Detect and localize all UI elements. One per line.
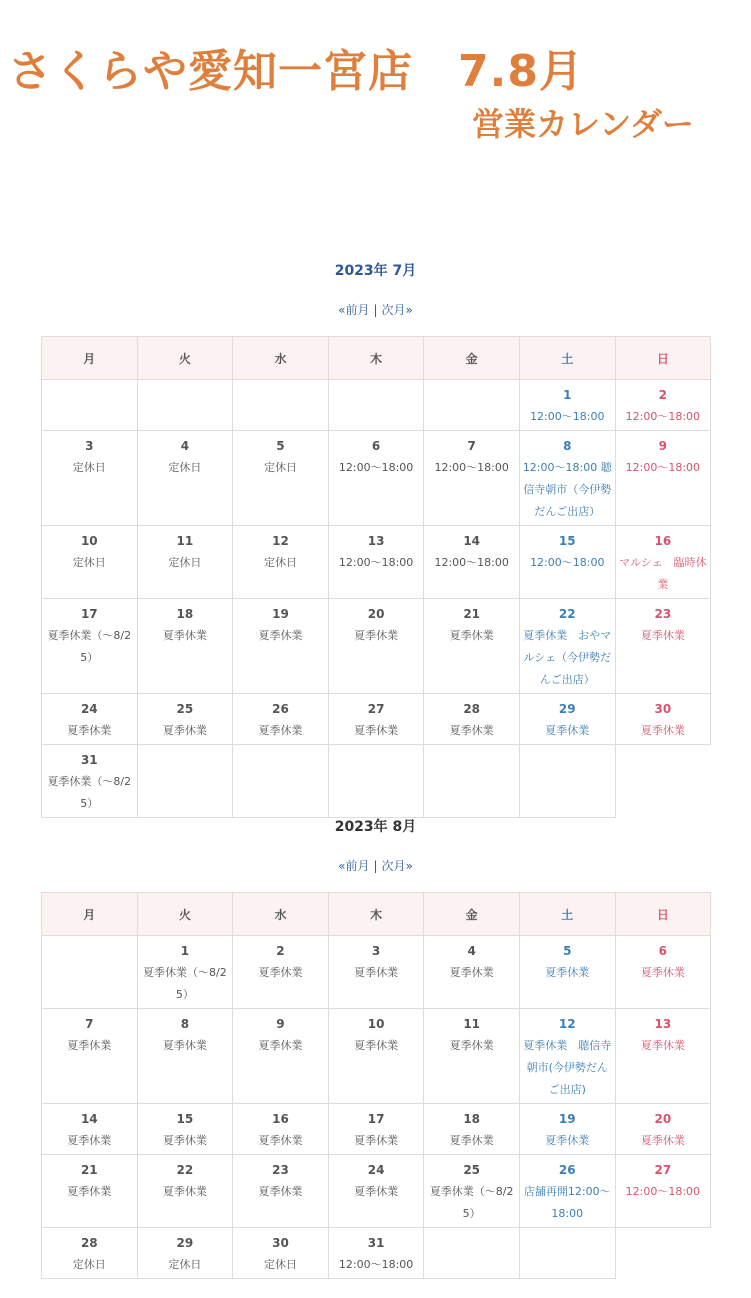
day-cell xyxy=(233,1155,329,1228)
day-note: 12:00〜18:00 xyxy=(530,556,605,569)
day-number: 29 xyxy=(176,1236,194,1250)
day-number: 12 xyxy=(558,1017,576,1031)
empty-cell xyxy=(137,745,233,818)
day-cell xyxy=(328,1104,424,1155)
empty-cell xyxy=(233,745,329,818)
day-number: 31 xyxy=(80,753,98,767)
day-number: 4 xyxy=(180,439,190,453)
day-number: 21 xyxy=(463,607,481,621)
prev-month-link[interactable]: «前月 xyxy=(338,859,370,873)
day-note: 12:00〜18:00 xyxy=(434,556,509,569)
day-note: 夏季休業（〜8/25） xyxy=(429,1185,514,1220)
day-cell xyxy=(328,599,424,694)
day-number: 30 xyxy=(654,702,672,716)
day-cell xyxy=(328,694,424,745)
day-number: 17 xyxy=(367,1112,385,1126)
day-number: 8 xyxy=(563,439,572,453)
weekday-header-fri: 金 xyxy=(424,893,520,936)
day-note: 夏季休業 xyxy=(449,629,494,642)
day-cell xyxy=(42,1228,138,1279)
day-note: 夏季休業（〜8/25） xyxy=(143,966,227,1001)
day-note: 夏季休業 xyxy=(162,1185,207,1198)
day-note: 夏季休業 xyxy=(354,1134,399,1147)
day-cell xyxy=(137,1009,233,1104)
week-row xyxy=(42,936,711,1009)
weekday-header-row xyxy=(42,893,711,936)
day-cell xyxy=(424,694,520,745)
day-number: 3 xyxy=(85,439,94,453)
day-number: 25 xyxy=(176,702,194,716)
day-number: 13 xyxy=(654,1017,672,1031)
weekday-header-thu: 木 xyxy=(328,337,424,380)
day-note: 夏季休業 xyxy=(545,724,590,737)
empty-cell xyxy=(519,1228,615,1279)
day-number: 22 xyxy=(176,1163,194,1177)
weekday-header-sun: 日 xyxy=(615,893,711,936)
day-number: 13 xyxy=(367,534,385,548)
day-number: 12 xyxy=(272,534,289,548)
week-row xyxy=(42,599,711,694)
day-cell xyxy=(233,1104,329,1155)
day-cell xyxy=(328,431,424,526)
day-note: 12:00〜18:00 xyxy=(530,410,605,423)
day-cell xyxy=(328,1009,424,1104)
day-note: 定休日 xyxy=(263,1258,297,1271)
week-row xyxy=(42,1009,711,1104)
day-number: 14 xyxy=(463,534,481,548)
day-cell xyxy=(137,1104,233,1155)
day-cell xyxy=(233,599,329,694)
day-note: 定休日 xyxy=(263,461,297,474)
day-note: 夏季休業 xyxy=(258,966,303,979)
day-note: 夏季休業 xyxy=(67,1134,112,1147)
day-note: 夏季休業 xyxy=(67,1039,112,1052)
calendar-heading: 2023年 8月 xyxy=(334,819,417,835)
day-note: 夏季休業 xyxy=(258,1185,303,1198)
day-cell xyxy=(615,1155,711,1228)
day-number: 3 xyxy=(371,944,381,958)
day-number: 7 xyxy=(85,1017,94,1031)
day-number: 2 xyxy=(276,944,285,958)
day-note: 夏季休業 xyxy=(67,724,112,737)
day-note: 12:00〜18:00 xyxy=(625,1185,701,1198)
day-cell xyxy=(615,936,711,1009)
week-row xyxy=(42,526,711,599)
day-note: 12:00〜18:00 xyxy=(338,461,414,474)
day-cell xyxy=(424,1104,520,1155)
day-cell xyxy=(519,694,615,745)
week-row xyxy=(42,694,711,745)
day-cell xyxy=(328,526,424,599)
day-note: 夏季休業 xyxy=(162,724,207,737)
empty-cell xyxy=(424,1228,520,1279)
page-subtitle: 営業カレンダー xyxy=(472,105,694,143)
day-note: マルシェ 臨時休業 xyxy=(619,556,707,591)
day-number: 20 xyxy=(367,607,385,621)
day-cell xyxy=(42,599,138,694)
day-note: 夏季休業 xyxy=(354,966,399,979)
day-cell xyxy=(328,1155,424,1228)
day-cell xyxy=(615,526,711,599)
day-cell xyxy=(519,526,615,599)
day-note: 夏季休業 xyxy=(640,629,685,642)
week-row xyxy=(42,380,711,431)
day-note: 夏季休業 xyxy=(354,629,399,642)
week-row xyxy=(42,1228,711,1279)
day-number: 27 xyxy=(367,702,385,716)
day-cell xyxy=(42,745,138,818)
day-cell xyxy=(42,1009,138,1104)
day-number: 30 xyxy=(272,1236,289,1250)
day-cell xyxy=(233,694,329,745)
day-note: 夏季休業 xyxy=(162,1039,207,1052)
day-note: 夏季休業 xyxy=(354,724,399,737)
day-note: 夏季休業 xyxy=(545,1134,590,1147)
day-number: 6 xyxy=(658,944,668,958)
day-cell xyxy=(42,1155,138,1228)
day-note: 夏季休業（〜8/25） xyxy=(47,775,132,810)
empty-cell xyxy=(328,380,424,431)
day-number: 5 xyxy=(563,944,572,958)
weekday-header-mon: 月 xyxy=(42,337,138,380)
day-cell xyxy=(137,1228,233,1279)
day-note: 夏季休業 xyxy=(354,1185,399,1198)
day-note: 定休日 xyxy=(168,461,202,474)
day-cell xyxy=(615,1009,711,1104)
day-cell xyxy=(519,599,615,694)
nav-separator: | xyxy=(373,303,378,317)
day-cell xyxy=(42,694,138,745)
day-number: 2 xyxy=(658,388,668,402)
day-note: 定休日 xyxy=(168,1258,202,1271)
day-note: 定休日 xyxy=(72,1258,106,1271)
day-cell xyxy=(42,1104,138,1155)
day-number: 16 xyxy=(272,1112,289,1126)
weekday-header-thu: 木 xyxy=(328,893,424,936)
calendar-heading: 2023年 7月 xyxy=(334,263,417,279)
day-cell xyxy=(42,431,138,526)
day-number: 25 xyxy=(463,1163,481,1177)
day-note: 12:00〜18:00 xyxy=(625,410,701,423)
day-note: 夏季休業 xyxy=(640,1134,685,1147)
empty-cell xyxy=(328,745,424,818)
calendar-august xyxy=(0,818,751,1271)
calendar-nav xyxy=(0,302,751,318)
day-note: 夏季休業 xyxy=(67,1185,112,1198)
day-cell xyxy=(137,431,233,526)
day-cell xyxy=(519,380,615,431)
empty-cell xyxy=(424,745,520,818)
prev-month-link[interactable]: «前月 xyxy=(338,303,370,317)
day-number: 10 xyxy=(80,534,98,548)
day-cell xyxy=(233,526,329,599)
page-title: さくらや愛知一宮店 7.8月 xyxy=(8,46,584,97)
calendar-nav xyxy=(0,858,751,874)
weekday-header-tue: 火 xyxy=(137,893,233,936)
day-number: 15 xyxy=(176,1112,194,1126)
day-note: 夏季休業 xyxy=(258,1039,303,1052)
day-cell xyxy=(424,1009,520,1104)
day-note: 夏季休業 xyxy=(545,966,590,979)
day-cell xyxy=(233,1009,329,1104)
day-number: 9 xyxy=(276,1017,285,1031)
day-number: 6 xyxy=(371,439,381,453)
day-number: 9 xyxy=(658,439,668,453)
day-cell xyxy=(519,1009,615,1104)
day-note: 12:00〜18:00 聴信寺朝市（今伊勢だんご出店） xyxy=(522,461,612,518)
weekday-header-tue: 火 xyxy=(137,337,233,380)
day-note: 夏季休業（〜8/25） xyxy=(47,629,132,664)
day-note: 12:00〜18:00 xyxy=(434,461,509,474)
day-note: 12:00〜18:00 xyxy=(338,1258,414,1271)
empty-cell xyxy=(424,380,520,431)
day-note: 夏季休業 xyxy=(258,1134,303,1147)
day-cell xyxy=(424,526,520,599)
weekday-header-mon: 月 xyxy=(42,893,138,936)
day-cell xyxy=(519,431,615,526)
next-month-link[interactable]: 次月» xyxy=(381,303,413,317)
day-cell xyxy=(424,431,520,526)
day-cell xyxy=(42,526,138,599)
day-note: 夏季休業 xyxy=(640,724,685,737)
day-number: 26 xyxy=(558,1163,576,1177)
day-number: 11 xyxy=(176,534,194,548)
day-cell xyxy=(615,1104,711,1155)
day-note: 店舗再開12:00〜18:00 xyxy=(523,1185,611,1220)
day-number: 23 xyxy=(654,607,672,621)
day-number: 4 xyxy=(467,944,476,958)
weekday-header-row xyxy=(42,337,711,380)
day-cell xyxy=(615,599,711,694)
day-cell xyxy=(233,431,329,526)
calendar-july xyxy=(0,262,751,810)
day-note: 夏季休業 xyxy=(449,1039,494,1052)
day-number: 16 xyxy=(654,534,672,548)
day-cell xyxy=(233,1228,329,1279)
day-number: 17 xyxy=(80,607,98,621)
day-note: 夏季休業 xyxy=(449,724,494,737)
day-cell xyxy=(137,1155,233,1228)
day-number: 15 xyxy=(558,534,576,548)
day-note: 定休日 xyxy=(263,556,297,569)
empty-cell xyxy=(42,936,138,1009)
day-number: 19 xyxy=(272,607,289,621)
week-row xyxy=(42,1104,711,1155)
day-number: 22 xyxy=(558,607,576,621)
day-number: 1 xyxy=(180,944,190,958)
day-number: 18 xyxy=(463,1112,481,1126)
day-cell xyxy=(615,694,711,745)
weekday-header-wed: 水 xyxy=(233,893,329,936)
day-number: 21 xyxy=(80,1163,98,1177)
day-note: 夏季休業 xyxy=(449,1134,494,1147)
day-number: 8 xyxy=(180,1017,190,1031)
day-note: 夏季休業 聴信寺朝市(今伊勢だんご出店) xyxy=(523,1039,612,1096)
day-cell xyxy=(519,1104,615,1155)
day-number: 24 xyxy=(367,1163,385,1177)
day-cell xyxy=(615,380,711,431)
week-row xyxy=(42,431,711,526)
day-number: 28 xyxy=(80,1236,98,1250)
day-note: 定休日 xyxy=(168,556,202,569)
day-cell xyxy=(519,1155,615,1228)
day-number: 11 xyxy=(463,1017,481,1031)
empty-cell xyxy=(137,380,233,431)
day-number: 5 xyxy=(276,439,285,453)
day-note: 夏季休業 xyxy=(258,629,303,642)
day-cell xyxy=(519,936,615,1009)
day-note: 夏季休業 xyxy=(162,629,207,642)
day-number: 27 xyxy=(654,1163,672,1177)
day-note: 定休日 xyxy=(72,556,106,569)
day-cell xyxy=(615,431,711,526)
day-number: 20 xyxy=(654,1112,672,1126)
calendar-table xyxy=(41,892,711,1279)
day-number: 18 xyxy=(176,607,194,621)
day-cell xyxy=(137,936,233,1009)
empty-cell xyxy=(233,380,329,431)
day-note: 夏季休業 xyxy=(354,1039,399,1052)
day-note: 夏季休業 xyxy=(258,724,303,737)
day-number: 28 xyxy=(463,702,481,716)
day-note: 夏季休業 xyxy=(640,1039,685,1052)
day-cell xyxy=(424,599,520,694)
nav-separator: | xyxy=(373,859,378,873)
day-cell xyxy=(328,936,424,1009)
day-number: 19 xyxy=(558,1112,576,1126)
calendar-table xyxy=(41,336,711,818)
day-number: 7 xyxy=(467,439,476,453)
empty-cell xyxy=(519,745,615,818)
weekday-header-sat: 土 xyxy=(519,893,615,936)
empty-cell xyxy=(615,745,711,818)
day-note: 12:00〜18:00 xyxy=(625,461,701,474)
day-number: 1 xyxy=(563,388,572,402)
day-number: 29 xyxy=(558,702,576,716)
weekday-header-fri: 金 xyxy=(424,337,520,380)
day-cell xyxy=(328,1228,424,1279)
day-number: 31 xyxy=(367,1236,385,1250)
day-note: 定休日 xyxy=(72,461,106,474)
day-cell xyxy=(137,694,233,745)
weekday-header-sun: 日 xyxy=(615,337,711,380)
day-note: 夏季休業 おやマルシェ（今伊勢だんご出店） xyxy=(523,629,612,686)
day-cell xyxy=(137,526,233,599)
day-number: 26 xyxy=(272,702,289,716)
week-row xyxy=(42,1155,711,1228)
weekday-header-wed: 水 xyxy=(233,337,329,380)
day-cell xyxy=(233,936,329,1009)
empty-cell xyxy=(42,380,138,431)
next-month-link[interactable]: 次月» xyxy=(381,859,413,873)
day-cell xyxy=(424,1155,520,1228)
day-cell xyxy=(424,936,520,1009)
day-note: 夏季休業 xyxy=(640,966,685,979)
day-number: 10 xyxy=(367,1017,385,1031)
day-note: 夏季休業 xyxy=(449,966,494,979)
day-note: 12:00〜18:00 xyxy=(338,556,414,569)
day-cell xyxy=(137,599,233,694)
day-number: 24 xyxy=(80,702,98,716)
weekday-header-sat: 土 xyxy=(519,337,615,380)
empty-cell xyxy=(615,1228,711,1279)
day-number: 23 xyxy=(272,1163,289,1177)
day-note: 夏季休業 xyxy=(162,1134,207,1147)
day-number: 14 xyxy=(80,1112,98,1126)
week-row xyxy=(42,745,711,818)
